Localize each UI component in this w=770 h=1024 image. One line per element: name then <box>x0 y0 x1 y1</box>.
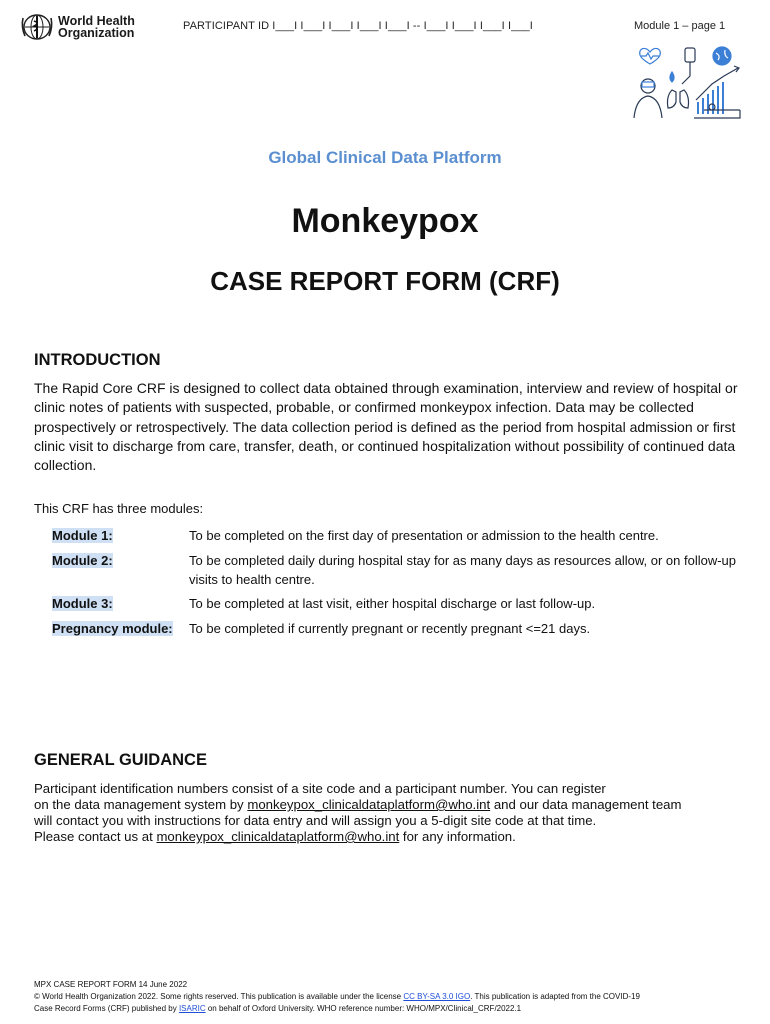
module-description: To be completed daily during hospital stay for as many days as resources allow, or on follow-up visits to health centre. <box>189 553 737 587</box>
page-number: Module 1 – page 1 <box>634 20 726 32</box>
guidance-body <box>34 781 744 845</box>
who-wordmark <box>58 15 135 39</box>
guidance-heading: GENERAL GUIDANCE <box>34 751 207 769</box>
platform-title: Global Clinical Data Platform <box>268 148 502 167</box>
guidance-line: on the data management system by monkeypox_clinicaldataplatform@who.int and our data management team <box>34 797 682 812</box>
module-label: Module 3: <box>52 596 113 611</box>
logo-line-1: World Health <box>58 14 135 28</box>
email-link[interactable]: monkeypox_clinicaldataplatform@who.int <box>247 797 491 812</box>
isaric-link[interactable]: ISARIC <box>178 1004 206 1013</box>
email-link[interactable]: monkeypox_clinicaldataplatform@who.int <box>156 829 400 844</box>
guidance-line: Participant identification numbers consist of a site code and a participant number. You can register <box>34 781 606 796</box>
page-title: Monkeypox <box>291 202 479 240</box>
module-row <box>52 619 752 638</box>
footer-line: MPX CASE REPORT FORM 14 June 2022 <box>34 980 188 989</box>
introduction-heading: INTRODUCTION <box>34 351 161 369</box>
footer-line: © World Health Organization 2022. Some rights reserved. This publication is available under the license CC BY-SA 3.0 IGO. This publication is adapted from the COVID-19 <box>34 992 640 1001</box>
module-row <box>52 551 752 589</box>
who-logo <box>20 12 135 42</box>
module-description: To be completed at last visit, either hospital discharge or last follow-up. <box>189 596 596 611</box>
module-description: To be completed on the first day of presentation or admission to the health centre. <box>189 528 659 543</box>
page-subtitle: CASE REPORT FORM (CRF) <box>210 266 560 296</box>
footer-line: Case Record Forms (CRF) published by ISARIC on behalf of Oxford University. WHO reference number: WHO/MPX/Clinical_CRF/2022.1 <box>34 1004 522 1013</box>
logo-line-2: Organization <box>58 26 135 40</box>
participant-id-field[interactable]: PARTICIPANT ID I___I I___I I___I I___I I___I -- I___I I___I I___I I___I <box>183 20 533 32</box>
module-description: To be completed if currently pregnant or recently pregnant <=21 days. <box>189 621 591 636</box>
footer <box>34 979 734 1015</box>
modules-lead: This CRF has three modules: <box>34 501 204 516</box>
module-row <box>52 526 752 545</box>
who-emblem-icon <box>20 12 54 42</box>
module-label: Pregnancy module: <box>52 621 173 636</box>
license-link[interactable]: CC BY-SA 3.0 IGO <box>403 992 471 1001</box>
module-row <box>52 594 752 613</box>
clinical-illustration-icon <box>628 44 744 122</box>
module-label: Module 2: <box>52 553 113 568</box>
guidance-line: will contact you with instructions for data entry and will assign you a 5-digit site code at that time. <box>34 813 597 828</box>
introduction-body: The Rapid Core CRF is designed to collect data obtained through examination, interview and review of hospital or clinic notes of patients with suspected, probable, or confirmed monkeypox infection. Data may be collected prospectively or retrospectively. The data collection period is defined as the period from hospital admission or first clinic visit to discharge from care, transfer, death, or continued hospitalization without possibility of continued data collection. <box>34 380 738 474</box>
guidance-line: Please contact us at monkeypox_clinicaldataplatform@who.int for any information. <box>34 829 516 844</box>
module-label: Module 1: <box>52 528 113 543</box>
